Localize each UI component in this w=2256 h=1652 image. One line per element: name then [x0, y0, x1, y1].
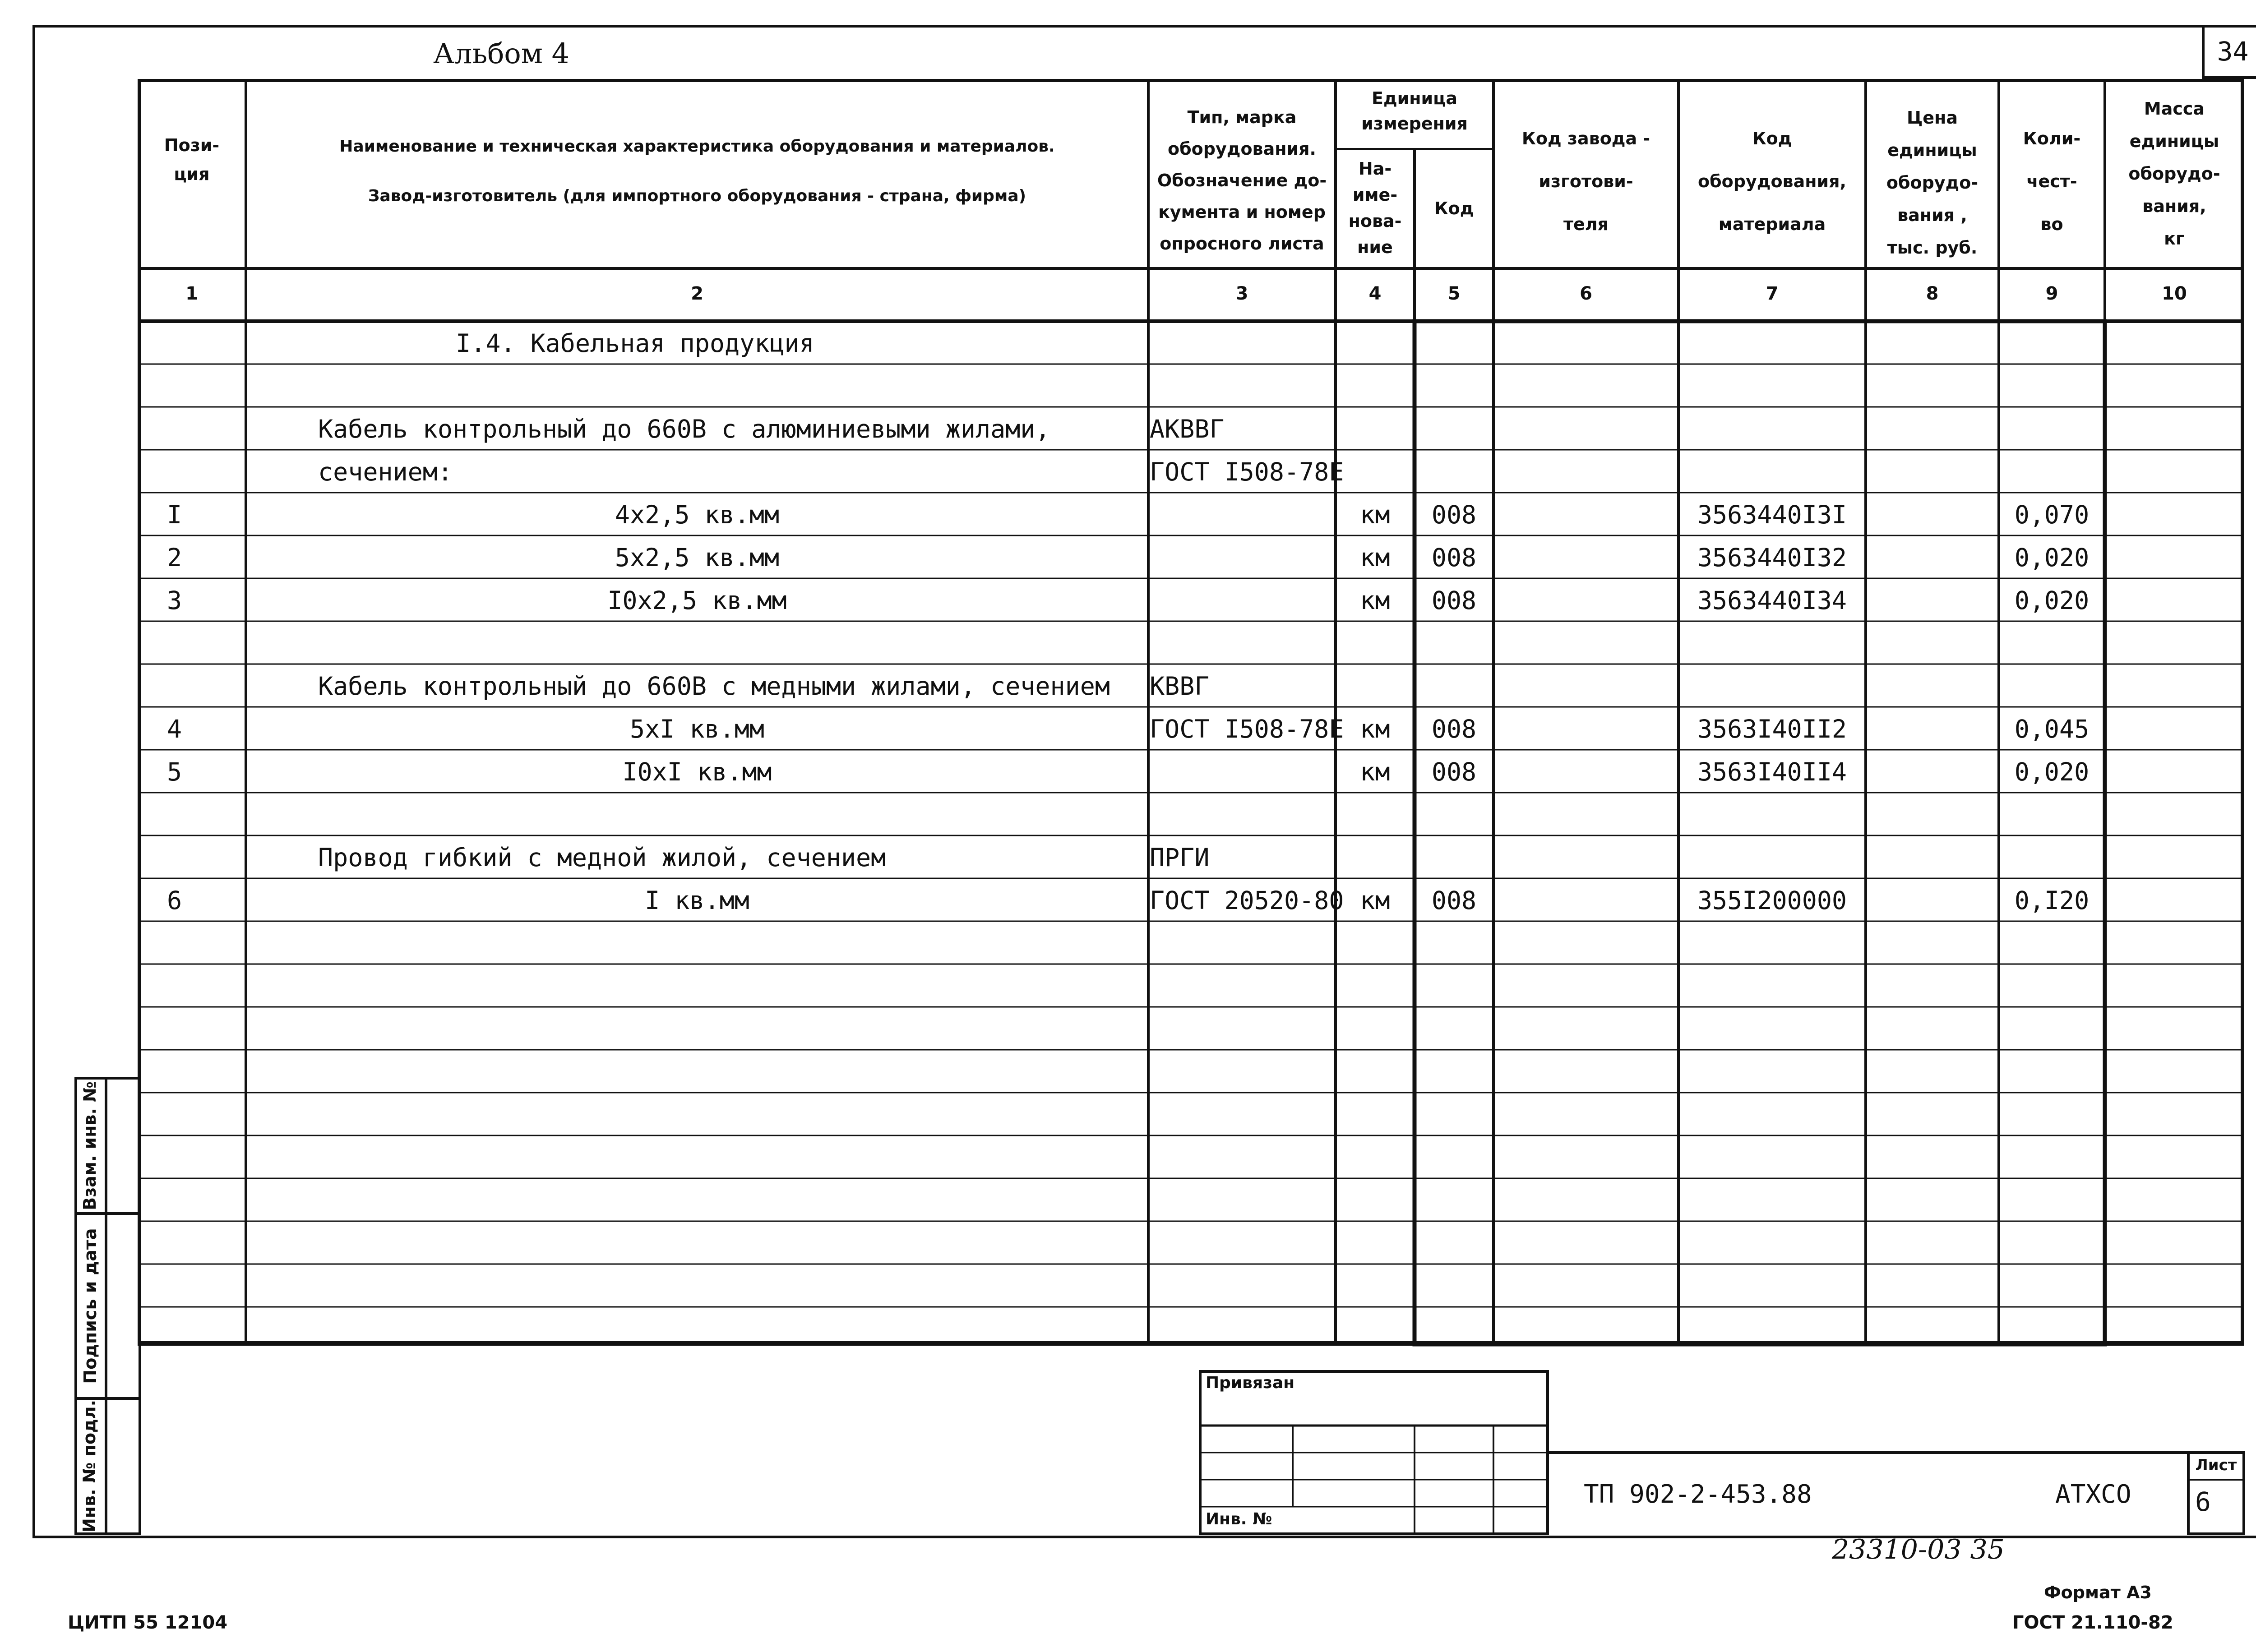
row-quantity: 0,I20 — [2014, 886, 2090, 915]
header-mass: Масса единицы оборудо- вания, кг — [2128, 99, 2220, 249]
header-factory-code: Код завода - изготови- теля — [1521, 129, 1650, 234]
row-name: I кв.мм — [645, 886, 749, 915]
stamp-privyazan: Привязан — [1206, 1374, 1295, 1392]
stamp-doc-code: ТП 902-2-453.88 — [1584, 1480, 1812, 1509]
row-equip-code: 3563440I34 — [1697, 586, 1847, 615]
row-type: ГОСТ 20520-80 — [1150, 886, 1344, 915]
column-number: 7 — [1766, 283, 1779, 304]
column-number: 10 — [2162, 283, 2187, 304]
row-quantity: 0,020 — [2014, 543, 2090, 572]
row-name: I.4. Кабельная продукция — [456, 329, 814, 358]
row-name: 5xI кв.мм — [629, 715, 764, 743]
row-type: ГОСТ I508-78Е — [1150, 457, 1344, 486]
row-quantity: 0,045 — [2014, 715, 2090, 743]
row-name: Провод гибкий с медной жилой, сечением — [318, 843, 886, 872]
row-equip-code: 3563440I32 — [1697, 543, 1847, 572]
format-label: Формат А3 — [2044, 1583, 2152, 1602]
handwritten-code: 23310-03 35 — [1832, 1534, 2005, 1565]
header-qty: Коли- чест- во — [2023, 129, 2081, 234]
row-unit: км — [1360, 715, 1390, 743]
header-name: Наименование и техническая характеристика оборудования и материалов. Завод-изготовитель (для импортного оборудования - страна, фирма) — [339, 137, 1055, 205]
row-quantity: 0,020 — [2014, 586, 2090, 615]
row-equip-code: 3563I40II4 — [1697, 757, 1847, 786]
row-type: КВВГ — [1150, 672, 1210, 701]
row-name: 5x2,5 кв.мм — [615, 543, 780, 572]
column-number: 8 — [1926, 283, 1939, 304]
side-label-vzam: Взам. инв. № — [80, 1081, 100, 1210]
header-unit-name: На- име- нова- ние — [1348, 159, 1402, 257]
row-type: ПРГИ — [1150, 843, 1210, 872]
row-quantity: 0,020 — [2014, 757, 2090, 786]
header-unit: Единица измерения — [1361, 88, 1468, 134]
stamp-section: АТХСО — [2055, 1480, 2131, 1509]
row-position: 5 — [167, 757, 182, 786]
row-name: I0xI кв.мм — [622, 757, 772, 786]
side-label-podpis: Подпись и дата — [80, 1228, 100, 1384]
row-unit-code: 008 — [1431, 586, 1477, 615]
row-unit-code: 008 — [1431, 715, 1477, 743]
column-number: 3 — [1235, 283, 1248, 304]
row-name: сечением: — [318, 457, 453, 486]
stamp-sheet: 6 — [2195, 1486, 2211, 1517]
row-position: 4 — [167, 715, 182, 743]
album-title: Альбом 4 — [433, 37, 570, 70]
column-number: 4 — [1368, 283, 1382, 304]
row-position: 3 — [167, 586, 182, 615]
column-number: 6 — [1580, 283, 1592, 304]
row-unit: км — [1360, 886, 1390, 915]
row-unit: км — [1360, 543, 1390, 572]
stamp-sheet-label: Лист — [2195, 1456, 2237, 1474]
row-quantity: 0,070 — [2014, 500, 2090, 529]
row-name: 4x2,5 кв.мм — [615, 500, 780, 529]
row-unit-code: 008 — [1431, 543, 1477, 572]
row-unit-code: 008 — [1431, 757, 1477, 786]
row-unit: км — [1360, 757, 1390, 786]
row-unit: км — [1360, 500, 1390, 529]
row-type: АКВВГ — [1150, 415, 1225, 443]
gost-label: ГОСТ 21.110-82 — [2012, 1612, 2173, 1633]
column-number: 9 — [2045, 283, 2058, 304]
row-equip-code: 3563I40II2 — [1697, 715, 1847, 743]
row-position: I — [167, 500, 182, 529]
row-position: 2 — [167, 543, 182, 572]
column-number: 2 — [691, 283, 703, 304]
row-position: 6 — [167, 886, 182, 915]
footer-left: ЦИТП 55 12104 — [68, 1612, 228, 1633]
page-number: 34 — [2217, 36, 2249, 67]
row-name: I0x2,5 кв.мм — [607, 586, 787, 615]
row-unit-code: 008 — [1431, 886, 1477, 915]
side-label-inv: Инв. № подл. — [79, 1399, 99, 1533]
row-name: Кабель контрольный до 660В с алюминиевыми жилами, — [318, 415, 1050, 443]
column-number: 5 — [1447, 283, 1461, 304]
header-unit-code: Код — [1434, 198, 1474, 218]
header-price: Цена единицы оборудо- вания , тыс. руб. — [1886, 108, 1979, 258]
row-name: Кабель контрольный до 660В с медными жилами, сечением — [318, 672, 1110, 701]
header-pos: Пози- ция — [164, 135, 220, 184]
stamp-inv: Инв. № — [1206, 1510, 1272, 1528]
column-number: 1 — [185, 283, 198, 304]
row-type: ГОСТ I508-78Е — [1150, 715, 1344, 743]
row-equip-code: 3563440I3I — [1697, 500, 1847, 529]
header-equip-code: Код оборудования, материала — [1698, 129, 1846, 234]
row-equip-code: 355I200000 — [1697, 886, 1847, 915]
row-unit: км — [1360, 586, 1390, 615]
header-type: Тип, марка оборудования. Обозначение до- кумента и номер опросного листа — [1157, 107, 1327, 254]
row-unit-code: 008 — [1431, 500, 1477, 529]
